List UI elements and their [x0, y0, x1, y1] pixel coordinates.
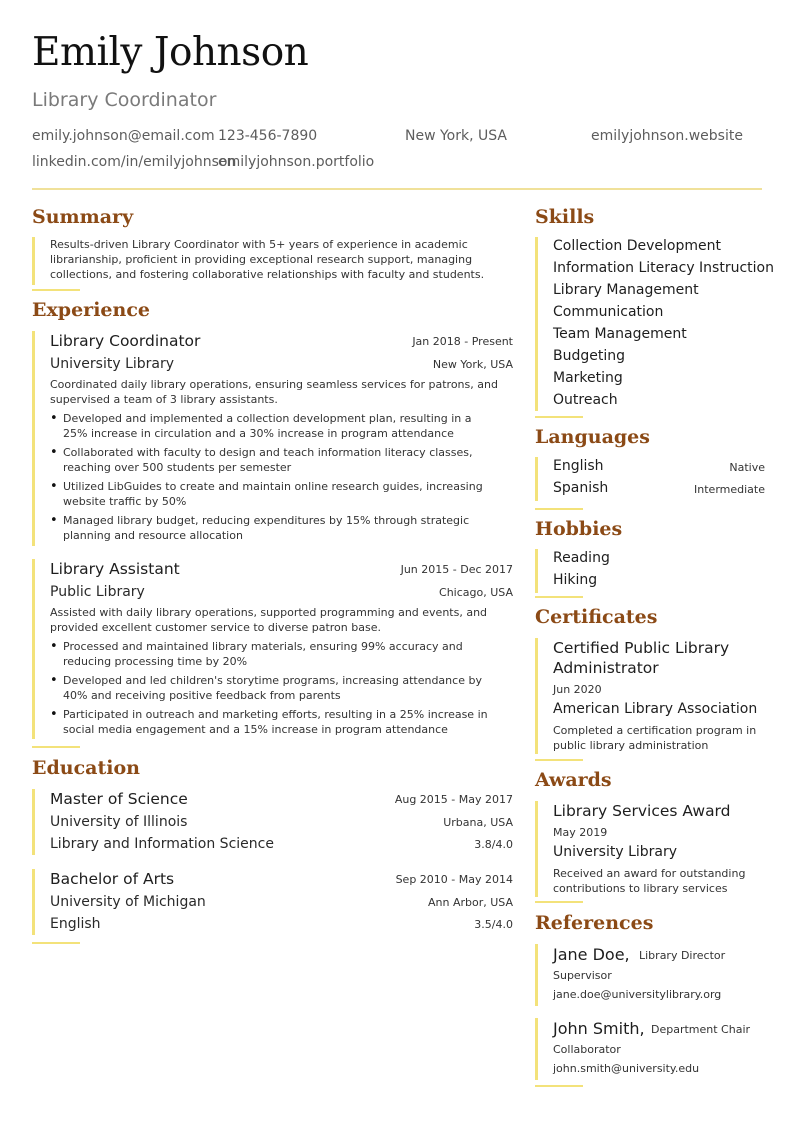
award-date: May 2019	[553, 826, 608, 839]
header-divider	[32, 188, 762, 190]
education-dates: Aug 2015 - May 2017	[394, 793, 513, 806]
reference-relation: Collaborator	[553, 1043, 621, 1056]
section-rule	[32, 746, 80, 748]
job-location: Chicago, USA	[439, 586, 513, 599]
contact-linkedin[interactable]: linkedin.com/in/emilyjohnson	[32, 154, 237, 170]
job-bullet: • Utilized LibGuides to create and maintain online research guides, increasing website traffic by 50%	[50, 479, 498, 509]
hobbies-list	[535, 549, 765, 593]
certificate-entry	[535, 638, 765, 754]
section-rule	[535, 596, 583, 598]
job-org: University Library	[50, 356, 175, 372]
certificate-desc-line2: public library administration	[553, 739, 709, 752]
job-dates: Jun 2015 - Dec 2017	[400, 563, 513, 576]
candidate-name: Emily Johnson	[32, 30, 309, 75]
contact-website[interactable]: emilyjohnson.website	[591, 128, 743, 144]
summary-heading: Summary	[32, 206, 134, 228]
candidate-role: Library Coordinator	[32, 89, 217, 111]
languages-list	[535, 457, 765, 501]
hobby-item: Reading	[553, 550, 610, 566]
section-rule	[32, 289, 80, 291]
education-school: University of Michigan	[50, 894, 206, 910]
award-desc-line2: contributions to library services	[553, 882, 728, 895]
job-bullets	[50, 411, 498, 547]
job-org: Public Library	[50, 584, 145, 600]
education-entry	[32, 869, 513, 935]
education-location: Urbana, USA	[443, 816, 513, 829]
education-dates: Sep 2010 - May 2014	[395, 873, 513, 886]
section-rule	[535, 901, 583, 903]
contact-phone[interactable]: 123-456-7890	[218, 128, 318, 144]
certificate-issuer: American Library Association	[553, 701, 758, 717]
skill-item: Information Literacy Instruction	[553, 260, 774, 276]
education-location: Ann Arbor, USA	[427, 896, 513, 909]
job-bullet: • Participated in outreach and marketing efforts, resulting in a 25% increase in social media engagement and a 15% increase in program attendance	[50, 707, 498, 737]
education-heading: Education	[32, 757, 140, 779]
skill-item: Marketing	[553, 370, 623, 386]
reference-position: Library Director	[639, 949, 726, 962]
reference-email[interactable]: jane.doe@universitylibrary.org	[553, 988, 722, 1001]
reference-email[interactable]: john.smith@university.edu	[553, 1062, 700, 1075]
job-dates: Jan 2018 - Present	[412, 335, 513, 348]
summary-text: Results-driven Library Coordinator with 5+ years of experience in academic librarianship, proficient in providing exceptional research support, managing collections, and fostering collaborative relationships with faculty and students.	[50, 238, 485, 281]
education-degree: Bachelor of Arts	[50, 870, 175, 888]
certificate-desc-line1: Completed a certification program in	[553, 724, 757, 737]
skills-heading: Skills	[535, 206, 595, 228]
certificate-date: Jun 2020	[553, 683, 602, 696]
skill-item: Library Management	[553, 282, 699, 298]
education-entry	[32, 789, 513, 855]
award-entry	[535, 801, 765, 897]
skill-item: Outreach	[553, 392, 618, 408]
contact-location: New York, USA	[405, 128, 507, 144]
job-title: Library Assistant	[50, 560, 180, 578]
reference-name: John Smith,	[553, 1019, 645, 1038]
job-bullet: • Collaborated with faculty to design and teach information literacy classes, reaching over 500 students per semester	[50, 445, 498, 475]
skill-item: Collection Development	[553, 238, 721, 254]
reference-relation: Supervisor	[553, 969, 612, 982]
education-degree: Master of Science	[50, 790, 188, 808]
job-entry	[32, 559, 513, 739]
language-name: English	[553, 458, 604, 474]
education-field: Library and Information Science	[50, 836, 274, 852]
job-description: Coordinated daily library operations, ensuring seamless services for patrons, and supervised a team of 3 library assistants.	[50, 378, 498, 406]
job-bullet: • Developed and implemented a collection development plan, resulting in a 25% increase in circulation and a 30% increase in program attendance	[50, 411, 498, 441]
skills-list	[535, 237, 774, 411]
awards-heading: Awards	[535, 769, 612, 791]
certificate-name-line2: Administrator	[553, 659, 659, 677]
job-location: New York, USA	[432, 358, 513, 371]
summary-block	[32, 237, 513, 285]
job-bullet: • Developed and led children's storytime programs, increasing attendance by 40% and receiving positive feedback from parents	[50, 673, 498, 703]
contact-email[interactable]: emily.johnson@email.com	[32, 128, 215, 144]
language-level: Intermediate	[694, 483, 765, 496]
languages-heading: Languages	[535, 426, 650, 448]
section-rule	[535, 759, 583, 761]
job-bullet: • Processed and maintained library materials, ensuring 99% accuracy and reducing processing time by 20%	[50, 639, 498, 669]
certificate-name-line1: Certified Public Library	[553, 639, 730, 657]
contact-portfolio[interactable]: emilyjohnson.portfolio	[218, 154, 375, 170]
reference-entry	[535, 944, 765, 1006]
education-field: English	[50, 916, 101, 932]
award-name: Library Services Award	[553, 802, 731, 820]
skill-item: Communication	[553, 304, 664, 320]
certificates-heading: Certificates	[535, 606, 658, 628]
language-level: Native	[729, 461, 765, 474]
section-rule	[535, 1085, 583, 1087]
section-rule	[535, 508, 583, 510]
reference-name: Jane Doe,	[553, 945, 630, 964]
skill-item: Budgeting	[553, 348, 626, 364]
job-bullet: • Managed library budget, reducing expenditures by 15% through strategic planning and resource allocation	[50, 513, 498, 543]
job-title: Library Coordinator	[50, 332, 201, 350]
hobbies-heading: Hobbies	[535, 518, 623, 540]
skill-item: Team Management	[553, 326, 687, 342]
education-gpa: 3.8/4.0	[474, 838, 513, 851]
experience-heading: Experience	[32, 299, 150, 321]
references-heading: References	[535, 912, 654, 934]
reference-position: Department Chair	[651, 1023, 751, 1036]
education-gpa: 3.5/4.0	[474, 918, 513, 931]
award-desc-line1: Received an award for outstanding	[553, 867, 746, 880]
award-issuer: University Library	[553, 844, 678, 860]
education-school: University of Illinois	[50, 814, 188, 830]
reference-entry	[535, 1018, 765, 1080]
job-entry	[32, 331, 513, 546]
job-description: Assisted with daily library operations, supported programming and events, and provided excellent customer service to diverse patron base.	[50, 606, 488, 634]
language-name: Spanish	[553, 480, 609, 496]
section-rule	[32, 942, 80, 944]
job-bullets	[50, 639, 498, 741]
section-rule	[535, 416, 583, 418]
hobby-item: Hiking	[553, 572, 598, 588]
